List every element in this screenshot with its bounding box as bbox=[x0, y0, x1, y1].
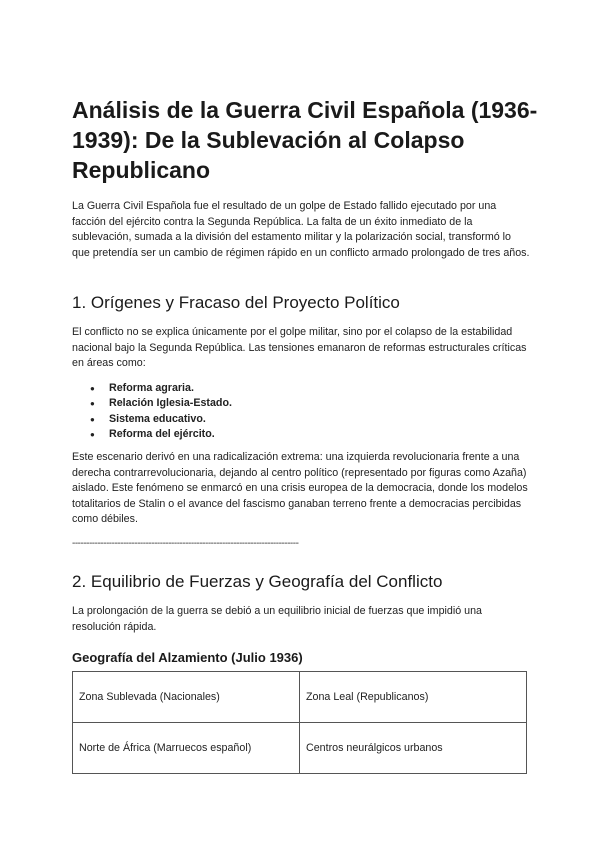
section-1-paragraph-2: Este escenario derivó en una radicalización extrema: una izquierda revolucionaria frente a una derecha contrarrevolucionaria, dejando al centro político (representado por figuras como Azaña) aislado. Este fenómeno se enmarcó en una crisis europea de la democracia, donde los modelos totalitarios de Stalin o el avance del fascismo ganaban terreno frente a democracias percibidas como débiles. bbox=[72, 451, 528, 525]
list-item bbox=[90, 396, 232, 411]
bullet-icon: ● bbox=[90, 384, 95, 393]
geography-table bbox=[72, 671, 527, 774]
geography-subheading: Geografía del Alzamiento (Julio 1936) bbox=[72, 650, 303, 665]
section-divider: -------------------------------------------------------------------------------- bbox=[72, 538, 299, 549]
list-item bbox=[90, 412, 232, 427]
bullet-icon: ● bbox=[90, 414, 95, 424]
list-item-label: Reforma del ejército. bbox=[109, 427, 215, 440]
bullet-icon: ● bbox=[90, 399, 95, 409]
section-1-heading: 1. Orígenes y Fracaso del Proyecto Político bbox=[72, 293, 400, 312]
list-item-label: Sistema educativo. bbox=[109, 412, 206, 425]
section-2-heading: 2. Equilibrio de Fuerzas y Geografía del Conflicto bbox=[72, 572, 443, 591]
list-item bbox=[90, 427, 232, 442]
section-2-paragraph-1: La prolongación de la guerra se debió a un equilibrio inicial de fuerzas que impidió una resolución rápida. bbox=[72, 605, 482, 633]
list-item-label: Relación Iglesia-Estado. bbox=[109, 397, 232, 410]
table-row bbox=[73, 723, 527, 774]
list-item-label: Reforma agraria. bbox=[109, 382, 194, 394]
list-item bbox=[90, 381, 232, 396]
table-cell: Centros neurálgicos urbanos bbox=[300, 723, 527, 774]
bullet-icon: ● bbox=[90, 429, 95, 439]
document-title: Análisis de la Guerra Civil Española (1936-1939): De la Sublevación al Colapso Republicano bbox=[72, 97, 538, 183]
table-cell: Zona Sublevada (Nacionales) bbox=[73, 672, 300, 723]
table-cell: Zona Leal (Republicanos) bbox=[300, 672, 527, 723]
section-1-paragraph-1: El conflicto no se explica únicamente por el golpe militar, sino por el colapso de la estabilidad nacional bajo la Segunda República. Las tensiones emanaron de reformas estructurales críticas en áreas como: bbox=[72, 326, 527, 369]
table-cell: Norte de África (Marruecos español) bbox=[73, 723, 300, 774]
reform-list bbox=[90, 381, 232, 442]
table-row bbox=[73, 672, 527, 723]
intro-paragraph: La Guerra Civil Española fue el resultado de un golpe de Estado fallido ejecutado por una facción del ejército contra la Segunda República. La falta de un éxito inmediato de la sublevación, sumada a la división del estamento militar y la polarización social, transformó lo que pretendía ser un cambio de régimen rápido en un conflicto armado prolongado de tres años. bbox=[72, 200, 530, 259]
